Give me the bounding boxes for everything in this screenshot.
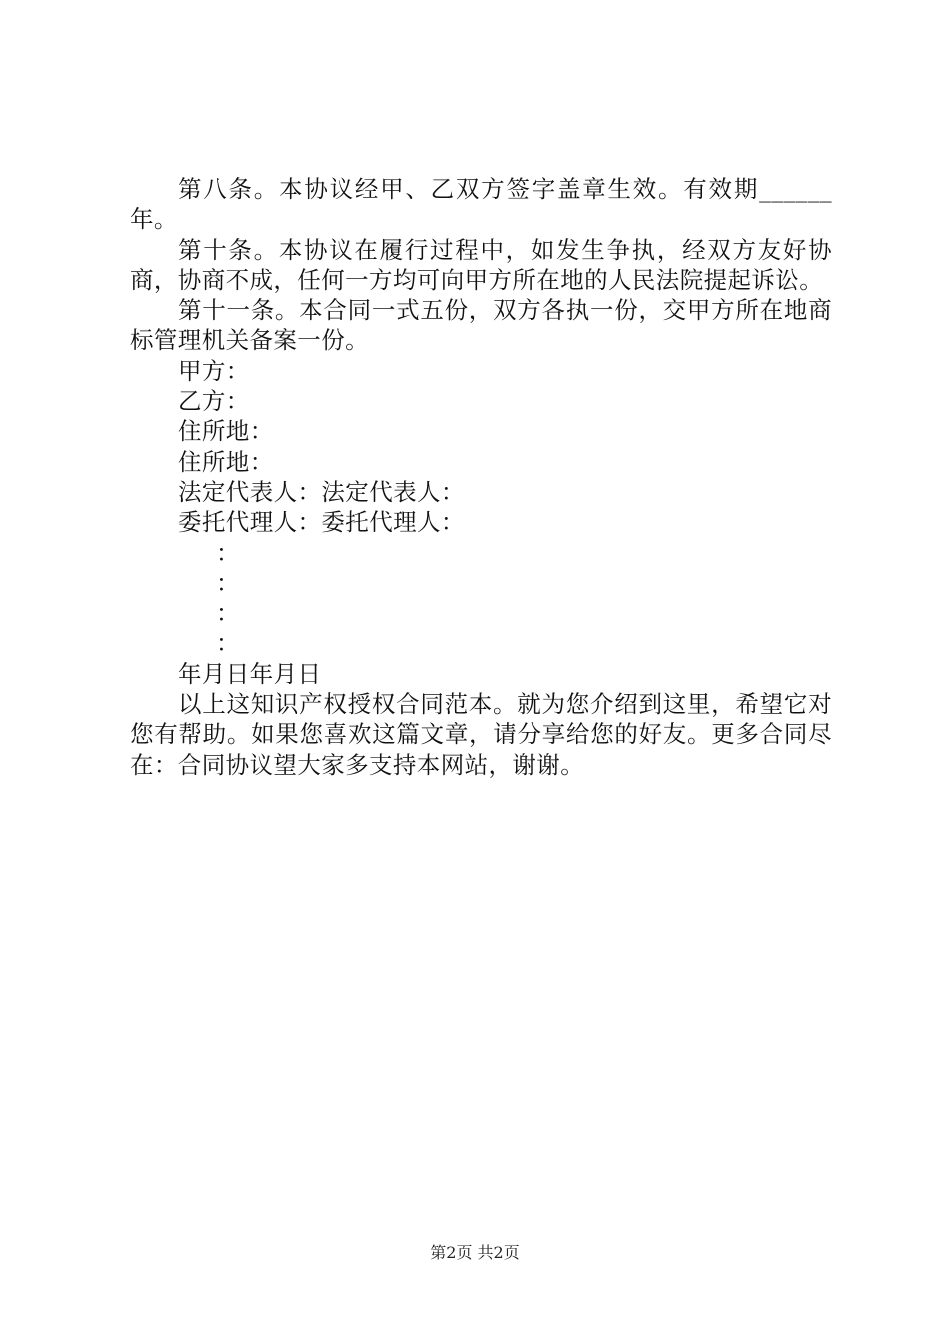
clause-8: 第八条。本协议经甲、乙双方签字盖章生效。有效期______年。: [130, 175, 832, 234]
clause-10: 第十条。本协议在履行过程中，如发生争执，经双方友好协商，协商不成，任何一方均可向甲方所在地的人民法院提起诉讼。: [130, 235, 832, 294]
page-number-footer: 第2页 共2页: [430, 1243, 520, 1262]
closing-paragraph: 以上这知识产权授权合同范本。就为您介绍到这里，希望它对您有帮助。如果您喜欢这篇文章，请分享给您的好友。更多合同尽在：合同协议望大家多支持本网站，谢谢。: [130, 690, 832, 779]
blank-field-4: ：: [216, 629, 240, 658]
blank-field-1: ：: [216, 538, 240, 567]
date-line: 年月日年月日: [178, 659, 322, 688]
party-a-address-label: 住所地：: [178, 417, 274, 446]
legal-representative-labels: 法定代表人：法定代表人：: [178, 477, 465, 506]
authorized-agent-labels: 委托代理人：委托代理人：: [178, 508, 465, 537]
party-a-label: 甲方：: [178, 356, 250, 385]
party-b-address-label: 住所地：: [178, 447, 274, 476]
clause-11: 第十一条。本合同一式五份，双方各执一份，交甲方所在地商标管理机关备案一份。: [130, 296, 832, 355]
blank-field-2: ：: [216, 568, 240, 597]
party-b-label: 乙方：: [178, 387, 250, 416]
blank-field-3: ：: [216, 599, 240, 628]
document-body: [130, 174, 832, 780]
